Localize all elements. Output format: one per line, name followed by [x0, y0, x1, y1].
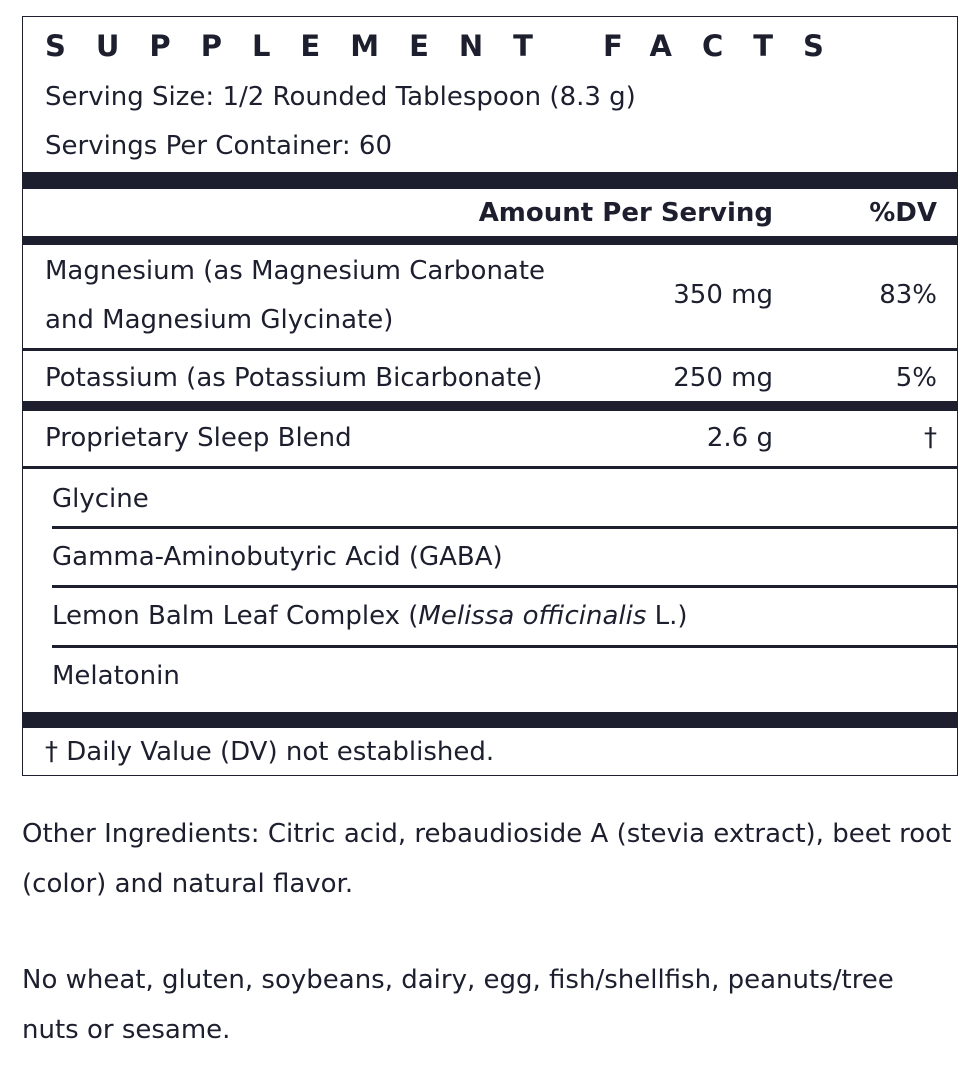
nutrient-dv-potassium: 5% [895, 363, 937, 393]
supplement-facts-panel [22, 16, 958, 776]
panel-title: SUPPLEMENT FACTS [45, 29, 854, 63]
nutrient-name-potassium: Potassium (as Potassium Bicarbonate) [45, 363, 543, 393]
dv-header: %DV [869, 198, 937, 228]
medium-divider [23, 236, 957, 245]
other-ingredients: Other Ingredients: Citric acid, rebaudioside A (stevia extract), beet root (color) and natural flavor. [22, 819, 952, 899]
allergen-statement: No wheat, gluten, soybeans, dairy, egg, fish/shellfish, peanuts/tree nuts or sesame. [22, 965, 894, 1045]
row-divider [23, 466, 957, 469]
blend-item-lemon-balm [52, 600, 688, 632]
blend-item-divider [52, 585, 957, 588]
thick-divider [23, 712, 957, 728]
medium-divider [23, 401, 957, 411]
nutrient-amount-magnesium: 350 mg [673, 280, 773, 310]
blend-item-glycine: Glycine [52, 484, 149, 514]
amount-per-serving-header: Amount Per Serving [478, 198, 773, 228]
nutrient-name-magnesium-line2: and Magnesium Glycinate) [45, 305, 394, 335]
blend-item-gaba: Gamma-Aminobutyric Acid (GABA) [52, 542, 503, 572]
blend-item-lemon-balm-suffix: L.) [646, 601, 688, 631]
serving-size: Serving Size: 1/2 Rounded Tablespoon (8.3 g) [45, 82, 636, 112]
footnote: † Daily Value (DV) not established. [45, 737, 495, 767]
nutrient-dv-sleep-blend: † [924, 423, 937, 453]
row-divider [23, 348, 957, 351]
blend-item-divider [52, 526, 957, 529]
thick-divider [23, 172, 957, 189]
nutrient-name-sleep-blend: Proprietary Sleep Blend [45, 423, 352, 453]
nutrient-name-magnesium-line1: Magnesium (as Magnesium Carbonate [45, 256, 546, 286]
blend-item-melatonin: Melatonin [52, 661, 180, 691]
blend-item-lemon-balm-latin: Melissa officinalis [418, 601, 647, 631]
servings-per-container: Servings Per Container: 60 [45, 131, 393, 161]
nutrient-dv-magnesium: 83% [879, 280, 937, 310]
blend-item-lemon-balm-prefix: Lemon Balm Leaf Complex ( [52, 601, 419, 631]
nutrient-amount-potassium: 250 mg [673, 363, 773, 393]
blend-item-divider [52, 645, 957, 648]
nutrient-amount-sleep-blend: 2.6 g [706, 423, 773, 453]
